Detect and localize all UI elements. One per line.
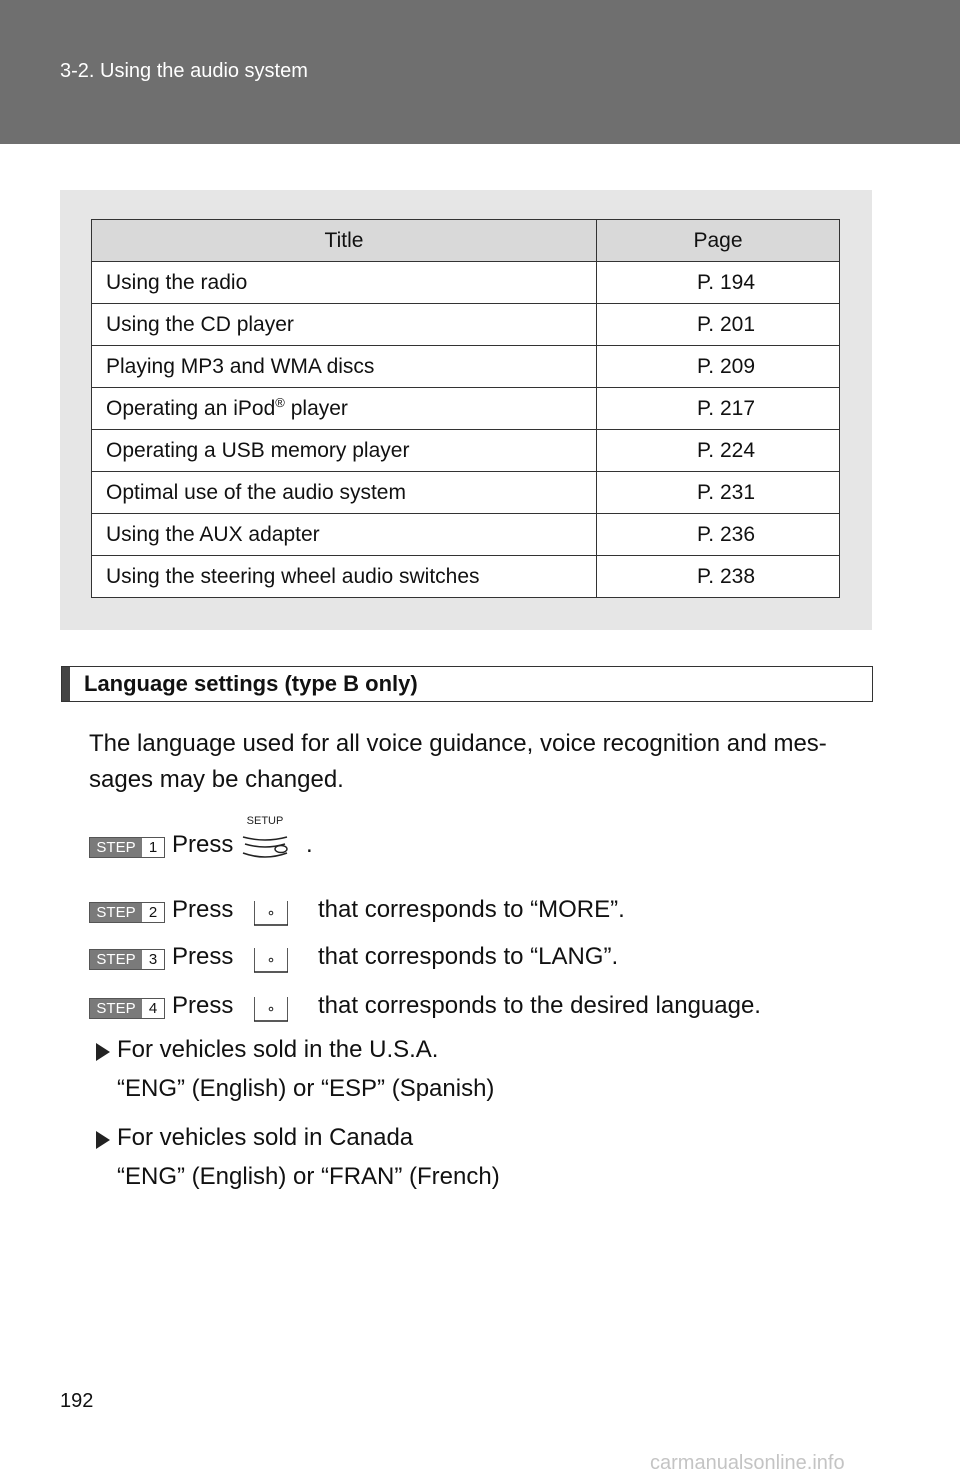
setup-key-label: SETUP: [246, 815, 284, 827]
column-header-page: Page: [597, 220, 840, 262]
option-detail: “ENG” (English) or “FRAN” (French): [117, 1163, 500, 1190]
row-title-text: Operating an iPod: [106, 396, 276, 420]
row-page-link[interactable]: P. 209: [597, 346, 840, 388]
page-number: 192: [60, 1390, 94, 1412]
table-row: [92, 346, 840, 388]
row-page-link[interactable]: P. 224: [597, 430, 840, 472]
step-text: that corresponds to the desired language.: [318, 992, 761, 1019]
step-text: that corresponds to “LANG”.: [318, 943, 619, 970]
row-page-link[interactable]: P. 236: [597, 514, 840, 556]
step-badge-label: STEP: [90, 950, 142, 969]
row-title: Playing MP3 and WMA discs: [92, 346, 597, 388]
step-badge: [89, 902, 165, 923]
registered-mark: ®: [275, 394, 285, 410]
soft-button-icon: [254, 996, 288, 1022]
option-title: For vehicles sold in Canada: [117, 1124, 414, 1151]
row-page-link[interactable]: P. 217: [597, 388, 840, 430]
press-text: Press: [172, 992, 234, 1019]
option-detail: “ENG” (English) or “ESP” (Spanish): [117, 1075, 495, 1102]
section-heading: 3-2. Using the audio system: [60, 60, 308, 82]
contents-table: [91, 219, 840, 598]
step-badge-label: STEP: [90, 903, 142, 922]
step-badge-label: STEP: [90, 838, 142, 857]
row-title: Optimal use of the audio system: [92, 472, 597, 514]
table-row: [92, 304, 840, 346]
row-title: [92, 388, 597, 430]
step-badge-number: 4: [142, 999, 164, 1018]
option-title: For vehicles sold in the U.S.A.: [117, 1036, 439, 1063]
table-row: [92, 514, 840, 556]
table-row: [92, 556, 840, 598]
section-title-bar: [61, 666, 873, 702]
step-badge-label: STEP: [90, 999, 142, 1018]
soft-button-icon: [254, 947, 288, 973]
intro-line: The language used for all voice guidance, voice recognition and mes-: [89, 730, 827, 757]
section-title: Language settings (type B only): [84, 671, 418, 696]
triangle-bullet-icon: [96, 1043, 110, 1061]
column-header-title: Title: [92, 220, 597, 262]
step-badge: [89, 949, 165, 970]
press-text: Press: [172, 896, 234, 923]
setup-button-icon: [237, 813, 293, 863]
press-text: Press: [172, 943, 234, 970]
row-page-link[interactable]: P. 201: [597, 304, 840, 346]
step-badge-number: 3: [142, 950, 164, 969]
step-badge: [89, 998, 165, 1019]
row-title: Using the radio: [92, 262, 597, 304]
table-row: [92, 472, 840, 514]
row-page-link[interactable]: P. 238: [597, 556, 840, 598]
row-title: Operating a USB memory player: [92, 430, 597, 472]
step-text: that corresponds to “MORE”.: [318, 896, 625, 923]
intro-paragraph: [89, 726, 869, 798]
triangle-bullet-icon: [96, 1131, 110, 1149]
row-page-link[interactable]: P. 194: [597, 262, 840, 304]
intro-line: sages may be changed.: [89, 766, 344, 793]
row-page-link[interactable]: P. 231: [597, 472, 840, 514]
table-row: [92, 388, 840, 430]
section-accent: [62, 667, 70, 701]
soft-button-icon: [254, 900, 288, 926]
watermark: carmanualsonline.info: [650, 1452, 845, 1474]
step-badge-number: 2: [142, 903, 164, 922]
step-text: .: [306, 831, 313, 858]
row-title: Using the AUX adapter: [92, 514, 597, 556]
step-badge: [89, 837, 165, 858]
row-title: Using the CD player: [92, 304, 597, 346]
row-title: Using the steering wheel audio switches: [92, 556, 597, 598]
row-title-suffix: player: [284, 396, 348, 420]
table-row: [92, 262, 840, 304]
step-badge-number: 1: [142, 838, 164, 857]
table-row: [92, 430, 840, 472]
page-header: [0, 0, 960, 144]
press-text: Press: [172, 831, 234, 858]
table-header-row: [92, 220, 840, 262]
